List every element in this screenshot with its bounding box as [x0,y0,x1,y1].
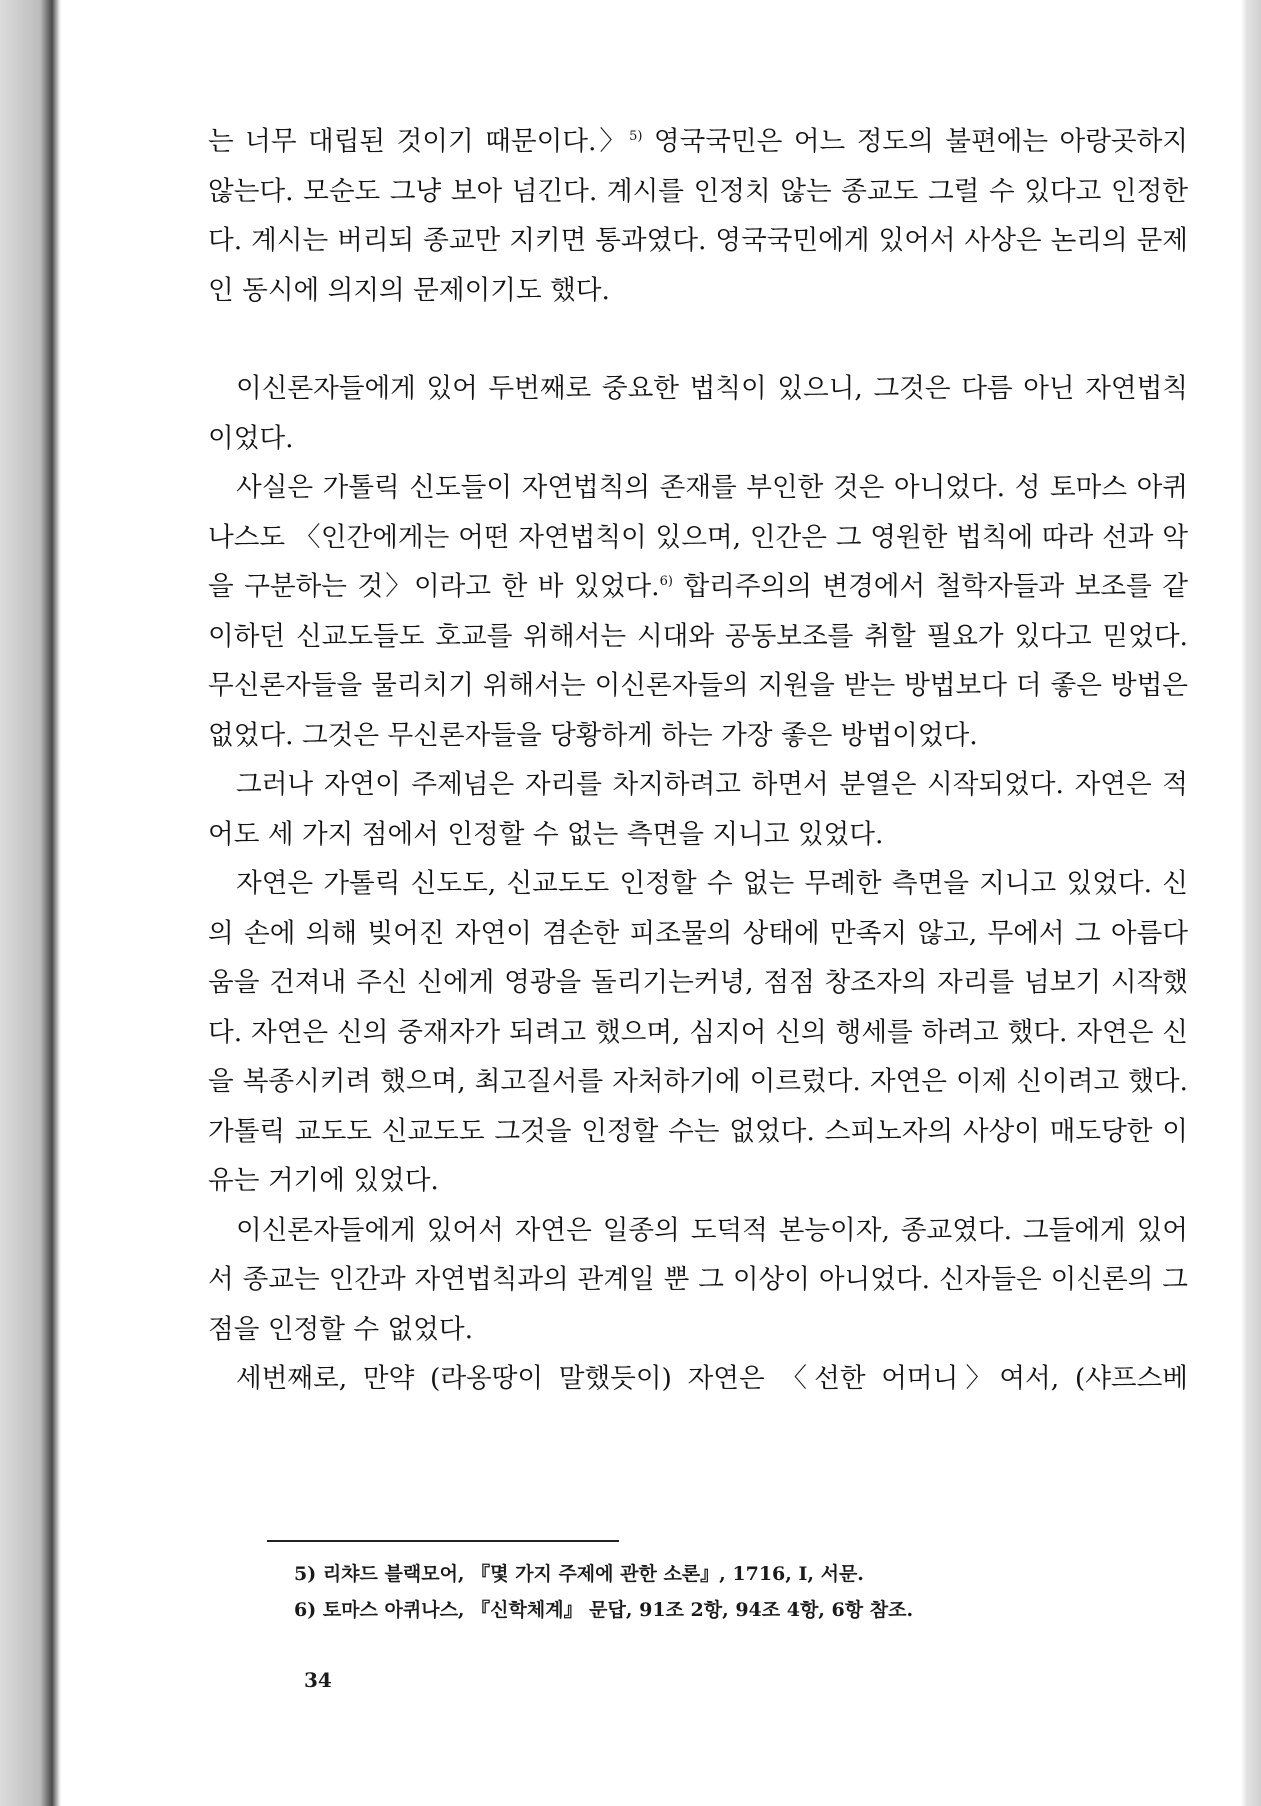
paragraph-3-text-b: 합리주의의 변경에서 철학자들과 보조를 같이하던 신교도들도 호교를 위해서는 시대와 공동보조를 취할 필요가 있다고 믿었다. 무신론자들을 물리치기 위해서는 이신론자들의 지원을 받는 방법보다 더 좋은 방법은 없었다. 그것은 무신론자들을 당황하게 하는 가장 좋은 방법이었다. [208,571,1189,751]
book-page [62,0,1241,1806]
paragraph-5: 자연은 가톨릭 신도도, 신교도도 인정할 수 없는 무례한 측면을 지니고 있었다. 신의 손에 의해 빚어진 자연이 겸손한 피조물의 상태에 만족지 않고, 무에서 그 아름다움을 건져내 주신 신에게 영광을 돌리기는커녕, 점점 창조자의 자리를 넘보기 시작했다. 자연은 신의 중재자가 되려고 했으며, 심지어 신의 행세를 하려고 했다. 자연은 신을 복종시키려 했으며, 최고질서를 자처하기에 이르렀다. 자연은 이제 신이려고 했다. 가톨릭 교도도 신교도도 그것을 인정할 수는 없었다. 스피노자의 사상이 매도당한 이유는 거기에 있었다. [208,868,1188,1196]
footnote-ref-6: 6) [659,574,673,590]
paragraph-4: 그러나 자연이 주제넘은 자리를 차지하려고 하면서 분열은 시작되었다. 자연은 적어도 세 가지 점에서 인정할 수 없는 측면을 지니고 있었다. [208,769,1188,850]
scan-binding-edge [0,0,62,1806]
paragraph-3-text-a: 사실은 가톨릭 신도들이 자연법칙의 존재를 부인한 것은 아니었다. 성 토마스 아퀴나스도 〈인간에게는 어떤 자연법칙이 있으며, 인간은 그 영원한 법칙에 따라 선과 악을 구분하는 것〉이라고 한 바 있었다. [208,472,1188,602]
paragraph-1 [208,117,1188,315]
footnote-5: 5) 리챠드 블랙모어, 『몇 가지 주제에 관한 소론』, 1716, Ⅰ, 서문. [294,1563,864,1585]
footnote-separator [267,1540,619,1542]
paragraph-1-text-b: 영국국민은 어느 정도의 불편에는 아랑곳하지 않는다. 모순도 그냥 보아 넘긴다. 계시를 인정치 않는 종교도 그럴 수 있다고 인정한다. 계시는 버리되 종교만 지키면 통과였다. 영국국민에게 있어서 사상은 논리의 문제인 동시에 의지의 문제이기도 했다. [208,126,1188,306]
paragraph-6: 이신론자들에게 있어서 자연은 일종의 도덕적 본능이자, 종교였다. 그들에게 있어서 종교는 인간과 자연법칙과의 관계일 뿐 그 이상이 아니었다. 신자들은 이신론의 그 점을 인정할 수 없었다. [208,1214,1188,1345]
scan-page-edge [1241,0,1261,1806]
paragraph-3 [208,463,1188,760]
paragraph-2: 이신론자들에게 있어 두번째로 중요한 법칙이 있으니, 그것은 다름 아닌 자연법칙이었다. [208,373,1188,454]
footnotes [294,1556,1194,1628]
body-text [208,117,1188,1404]
footnote-6: 6) 토마스 아퀴나스, 『신학체계』 문답, 91조 2항, 94조 4항, 6항 참조. [294,1599,914,1621]
paragraph-7: 세번째로, 만약 (라옹땅이 말했듯이) 자연은 〈선한 어머니〉여서, (샤프스베 [236,1363,1188,1394]
footnote-ref-5: 5) [629,129,643,145]
paragraph-1-text-a: 는 너무 대립된 것이기 때문이다.〉 [208,126,630,157]
page-number: 34 [304,1668,332,1692]
